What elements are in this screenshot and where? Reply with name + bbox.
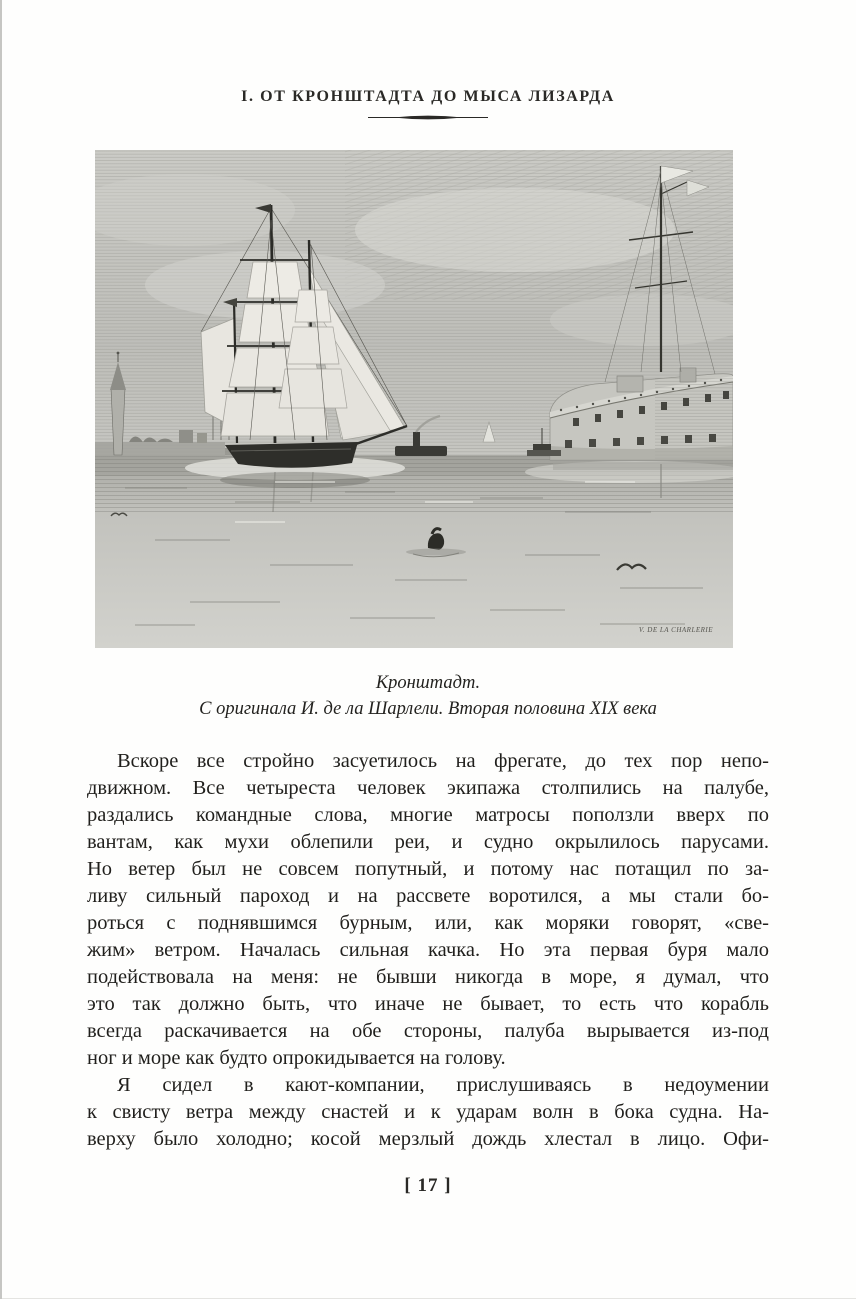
- text-line: Я сидел в кают-компании, прислушиваясь в недоумении: [117, 1074, 769, 1096]
- header-divider-ornament: [363, 113, 493, 122]
- text-line: Вскоре все стройно засуетилось на фрегате, до тех пор непо-: [117, 750, 769, 772]
- paragraph-1: [87, 748, 769, 1072]
- text-line: Но ветер был не совсем попутный, и потому нас потащил по за-: [87, 858, 769, 880]
- running-header: I. ОТ КРОНШТАДТА ДО МЫСА ЛИЗАРДА: [241, 88, 615, 105]
- text-line: подействовала на меня: не бывши никогда в море, я думал, что: [87, 966, 769, 988]
- text-line: к свисту ветра между снастей и к ударам волн в бока судна. На-: [87, 1101, 769, 1123]
- text-line: жим» ветром. Началась сильная качка. Но эта первая буря мало: [87, 939, 769, 961]
- engraver-signature: V. DE LA CHARLERIE: [638, 626, 713, 634]
- body-text: [87, 748, 769, 1153]
- text-line: ног и море как будто опрокидывается на голову.: [87, 1047, 506, 1069]
- header-divider: [0, 113, 856, 122]
- page-number: [ 17 ]: [404, 1175, 452, 1196]
- kronstadt-engraving-image: [95, 150, 733, 648]
- text-line: роться с поднявшимся бурным, или, как моряки говорят, «све-: [87, 912, 769, 934]
- text-line: движном. Все четыреста человек экипажа столпились на палубе,: [87, 777, 769, 799]
- text-line: это так должно быть, что иначе не бывает, то есть что корабль: [87, 993, 769, 1015]
- illustration-caption: [0, 670, 856, 722]
- text-line: ливу сильный пароход и на рассвете воротился, а мы стали бо-: [87, 885, 769, 907]
- paragraph-2: [87, 1072, 769, 1153]
- text-line: раздались командные слова, многие матросы поползли вверх по: [87, 804, 769, 826]
- text-line: всегда раскачивается на обе стороны, палуба вырывается из-под: [87, 1020, 769, 1042]
- caption-credit: С оригинала И. де ла Шарлели. Вторая половина XIX века: [199, 699, 657, 719]
- text-line: вантам, как мухи облепили реи, и судно окрылилось парусами.: [87, 831, 769, 853]
- caption-title: Кронштадт.: [375, 673, 481, 693]
- kronstadt-engraving: [95, 150, 733, 648]
- text-line: верху было холодно; косой мерзлый дождь хлестал в лицо. Офи-: [87, 1128, 769, 1150]
